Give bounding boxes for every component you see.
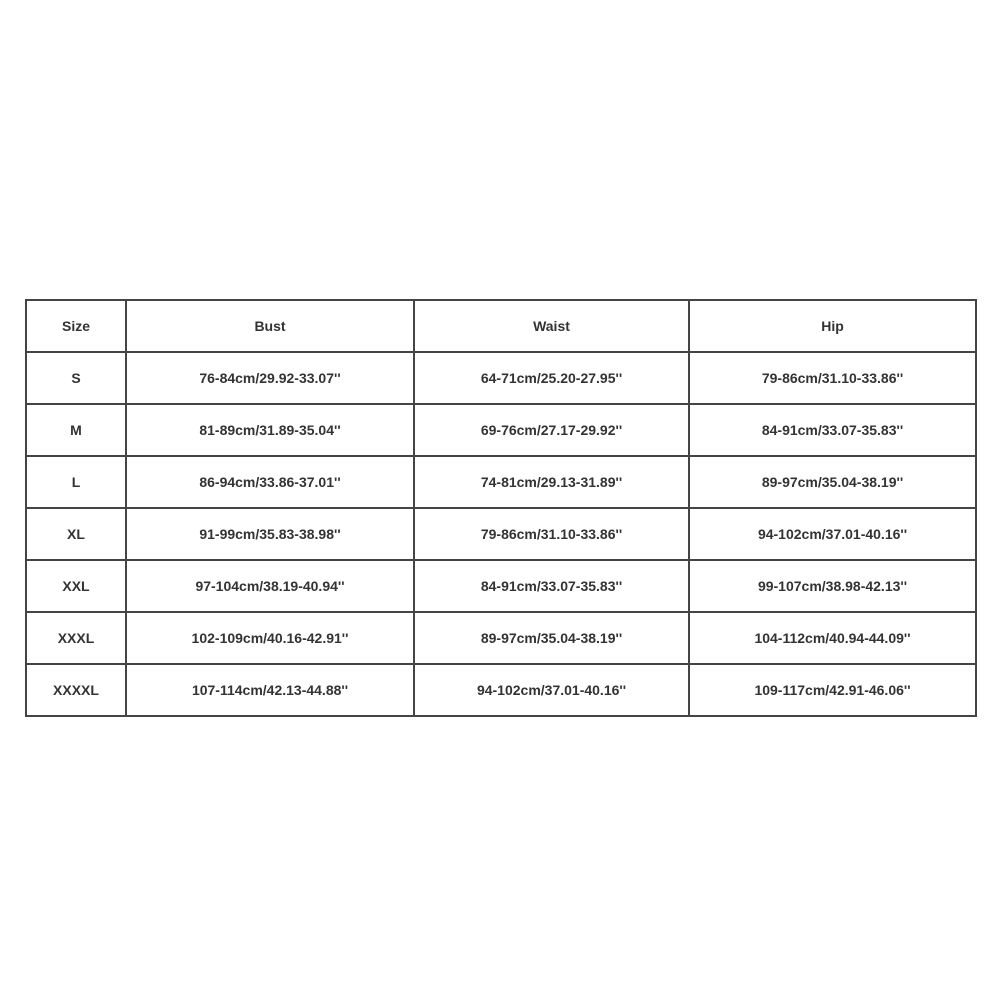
size-cell: XL (26, 508, 126, 560)
header-row (26, 300, 976, 352)
size-cell: M (26, 404, 126, 456)
waist-cell: 74-81cm/29.13-31.89'' (414, 456, 689, 508)
bust-cell: 97-104cm/38.19-40.94'' (126, 560, 414, 612)
header-waist: Waist (414, 300, 689, 352)
waist-cell: 84-91cm/33.07-35.83'' (414, 560, 689, 612)
bust-cell: 86-94cm/33.86-37.01'' (126, 456, 414, 508)
waist-cell: 89-97cm/35.04-38.19'' (414, 612, 689, 664)
header-size: Size (26, 300, 126, 352)
table-row (26, 456, 976, 508)
hip-cell: 84-91cm/33.07-35.83'' (689, 404, 976, 456)
size-cell: L (26, 456, 126, 508)
table-row (26, 612, 976, 664)
size-cell: XXXXL (26, 664, 126, 716)
bust-cell: 81-89cm/31.89-35.04'' (126, 404, 414, 456)
bust-cell: 91-99cm/35.83-38.98'' (126, 508, 414, 560)
table-row (26, 404, 976, 456)
hip-cell: 109-117cm/42.91-46.06'' (689, 664, 976, 716)
hip-cell: 79-86cm/31.10-33.86'' (689, 352, 976, 404)
bust-cell: 76-84cm/29.92-33.07'' (126, 352, 414, 404)
size-chart-table (25, 299, 977, 717)
waist-cell: 69-76cm/27.17-29.92'' (414, 404, 689, 456)
table-row (26, 352, 976, 404)
hip-cell: 89-97cm/35.04-38.19'' (689, 456, 976, 508)
waist-cell: 79-86cm/31.10-33.86'' (414, 508, 689, 560)
header-hip: Hip (689, 300, 976, 352)
waist-cell: 94-102cm/37.01-40.16'' (414, 664, 689, 716)
size-cell: S (26, 352, 126, 404)
table-row (26, 664, 976, 716)
waist-cell: 64-71cm/25.20-27.95'' (414, 352, 689, 404)
size-cell: XXXL (26, 612, 126, 664)
header-bust: Bust (126, 300, 414, 352)
hip-cell: 94-102cm/37.01-40.16'' (689, 508, 976, 560)
size-cell: XXL (26, 560, 126, 612)
bust-cell: 107-114cm/42.13-44.88'' (126, 664, 414, 716)
bust-cell: 102-109cm/40.16-42.91'' (126, 612, 414, 664)
table-row (26, 560, 976, 612)
hip-cell: 104-112cm/40.94-44.09'' (689, 612, 976, 664)
hip-cell: 99-107cm/38.98-42.13'' (689, 560, 976, 612)
table-row (26, 508, 976, 560)
